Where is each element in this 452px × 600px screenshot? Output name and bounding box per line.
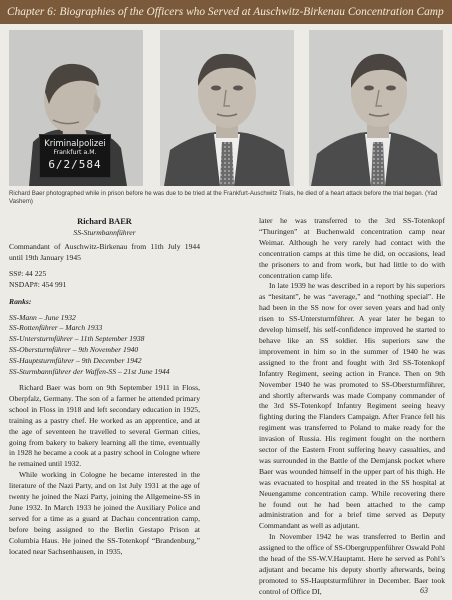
officer-name: Richard BAER <box>77 217 132 226</box>
ss-number: SS#: 44 225 <box>9 268 47 278</box>
body-paragraph: While working in Cologne he became interested in the literature of the Nazi Party, and on 1st July 1931 at the age of twenty he joined the Nazi Party, joining the Allgemeine-SS in June 1932. In March 1933 he joined the Auxiliary Police and served for a time as a guard at Dachau concentration camp, before being assigned to the Berlin Gestapo Prison at Columbia Haus. He joined the SS-Totenkopf “Brandenburg,” located near Sachsenhausen, in 1935, <box>9 470 200 556</box>
placard-line-3: 6/2/584 <box>48 158 102 171</box>
three-quarter-photo <box>309 30 443 186</box>
rank-item: SS-Untersturmführer – 11th September 1938 <box>9 334 145 344</box>
rank-item: SS-Hauptsturmführer – 9th December 1942 <box>9 356 142 366</box>
placard-line-1: Kriminalpolizei <box>44 138 106 148</box>
officer-rank-title: SS-Sturmbannführer <box>73 228 136 237</box>
chapter-title: Chapter 6: Biographies of the Officers who Served at Auschwitz-Birkenau Concentration Camp <box>7 6 444 18</box>
rank-item: SS-Obersturmführer – 9th November 1940 <box>9 345 139 355</box>
mugshot-placard <box>39 134 111 178</box>
photo-caption: Richard Baer photographed while in prison before he was due to be tried at the Frankfurt-Auschwitz Trials, he died of a heart attack before the trial began. (Yad Vashem) <box>9 190 438 206</box>
rank-item: SS-Rottenführer – March 1933 <box>9 323 103 333</box>
body-paragraph: later he was transferred to the 3rd SS-Totenkopf “Thuringen” at Buchenwald concentration camp near Weimar. Although he very rarely had contact with the concentration camps at this time he did, on occasions, lead the prisoners to and from work, but had little to do with concentration camp life. <box>259 216 445 280</box>
nsdap-number: NSDAP#: 454 991 <box>9 279 67 289</box>
body-paragraph: In November 1942 he was transferred to Berlin and assigned to the office of SS-Obergruppenführer Oswald Pohl the head of the SS-W.V.Hauptamt. Here he served as Pohl’s adjutant and became his deputy shortly afterwards, being promoted to SS-Hauptsturmführer in December. Baer took control of Office DI, <box>259 532 445 596</box>
ranks-heading: Ranks: <box>9 296 32 306</box>
page-number: 63 <box>420 586 428 595</box>
commandant-line: Commandant of Auschwitz-Birkenau from 11th July 1944 until 19th January 1945 <box>9 242 200 262</box>
rank-item: SS-Mann – June 1932 <box>9 312 76 322</box>
chapter-header <box>0 0 452 24</box>
profile-photo <box>9 30 143 186</box>
placard-line-2: Frankfurt a.M. <box>53 149 97 156</box>
rank-item: SS-Sturmbannführer der Waffen-SS – 21st June 1944 <box>9 367 170 377</box>
body-paragraph: In late 1939 he was described in a report by his superiors as “hesitant”, he was “average,” and “nothing special”. He had been in the SS now for over seven years and had only risen to SS-Untersturmführer. A year later he began to develop himself, his self-confidence improved he started to behave like an SS soldier. His superiors saw the improvement in him so in the summer of 1940 he was assigned to the front and fought with 3rd SS-Totenkopf Infantry Regiment, seeing action in France. Then on 9th November 1940 he was promoted to SS-Obersturmführer, and shortly afterwards was made Company commander of the 3rd SS-Totenkopf Infantry Regiment seeing heavy fighting during the Flanders Campaign. After France fell his regiment was transferred to Poland to make ready for the invasion of Russia. His regiment fought on the northern sector of the Eastern Front suffering heavy casualties, and was surrounded in the Battle of the Demjansk pocket where Baer was wounded himself in the upper part of his thigh. He was evacuated to hospital and treated in the SS hospital at Neuengamme concentration camp. While recovering there he found out he had been attached to the camp administration and for a brief time served as Deputy Commandant as well as adjutant. <box>259 281 445 531</box>
body-paragraph: Richard Baer was born on 9th September 1911 in Floss, Oberpfalz, Germany. The son of a farmer he attended primary school in Floss in 1918 and left secondary education in 1925, training as a pastry chef. He worked as an apprentice, and at the age of seventeen he travelled to several German cities, going from bakery to bakery learning all the time, eventually in 1928 he became a cook at a pastry school in Cologne where he remained until 1932. <box>9 382 200 469</box>
rank-list <box>9 313 200 378</box>
photo-strip <box>9 30 443 186</box>
frontal-photo <box>160 30 294 186</box>
right-column <box>259 216 445 598</box>
left-column <box>9 216 200 557</box>
